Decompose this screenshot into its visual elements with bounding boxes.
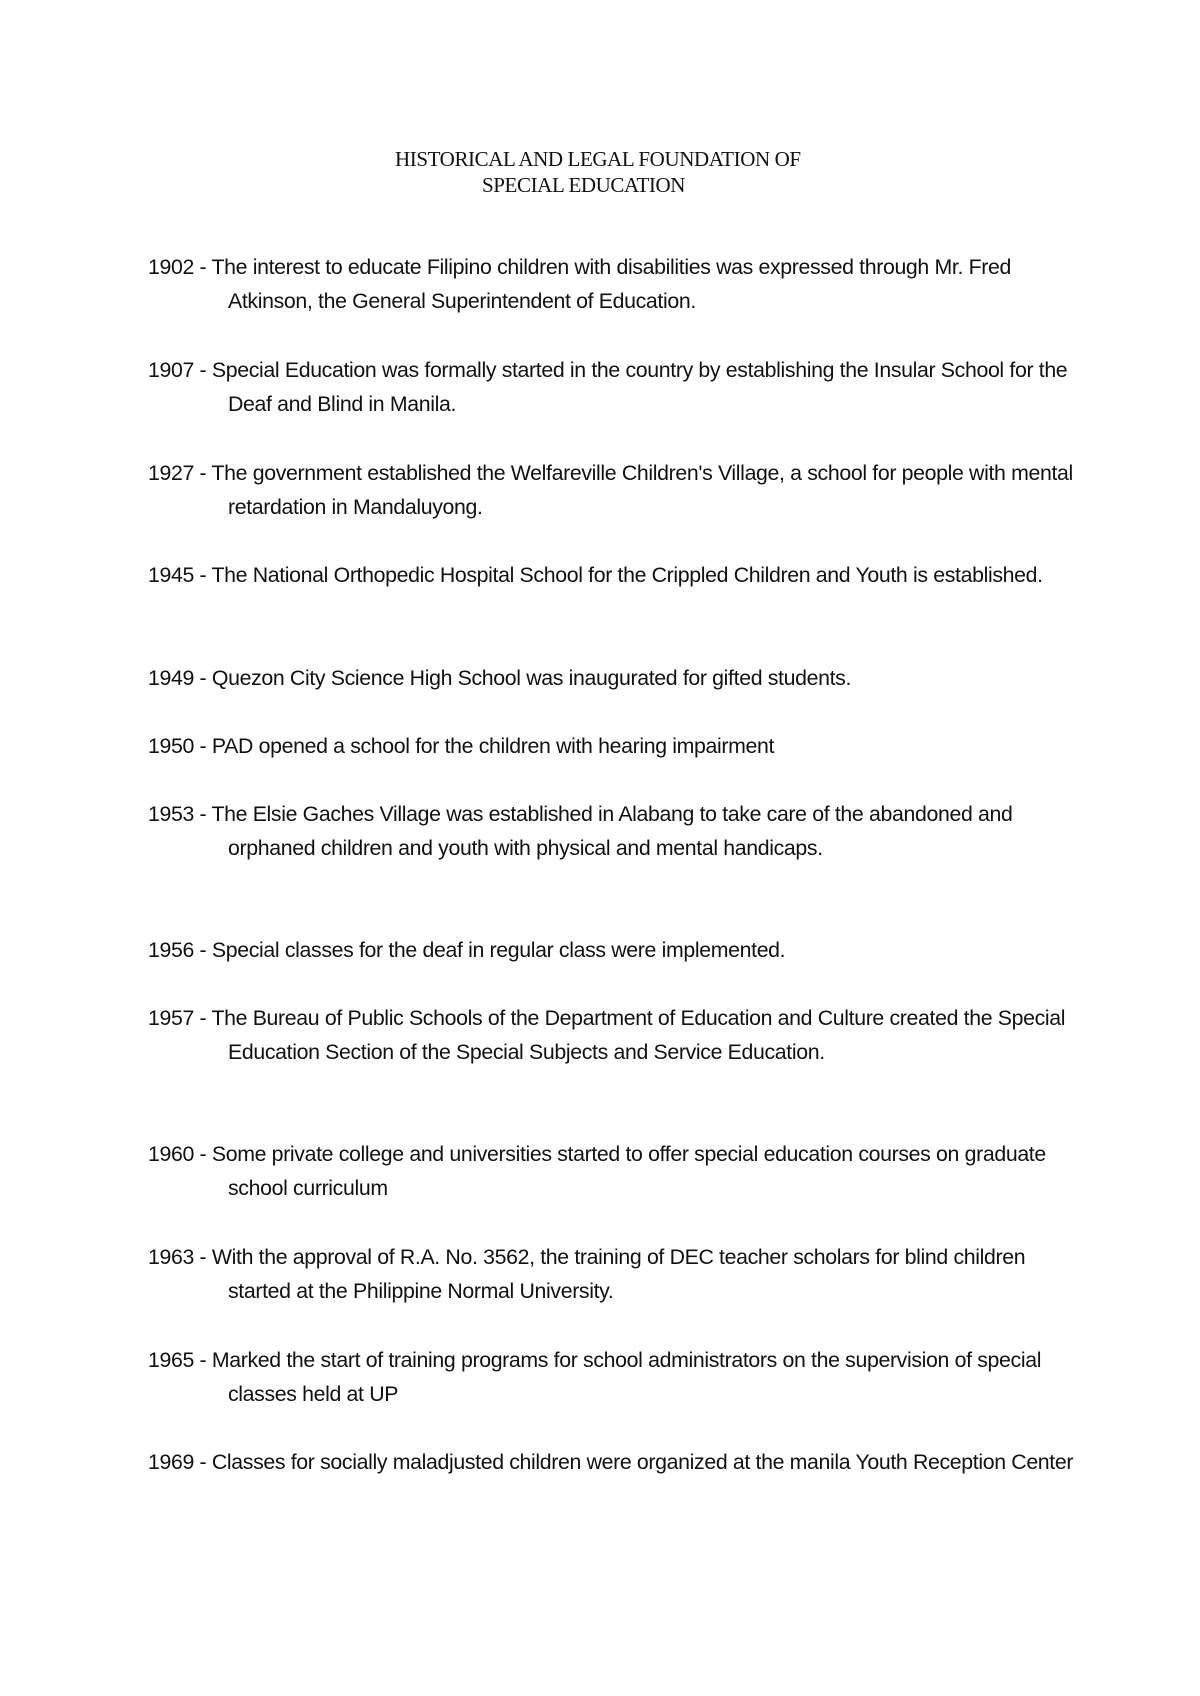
- timeline-entry-1963: [148, 1240, 1078, 1308]
- entry-text: PAD opened a school for the children with hearing impairment: [211, 734, 775, 758]
- entry-text: Special classes for the deaf in regular class were implemented.: [211, 938, 786, 962]
- entry-separator: -: [193, 1245, 212, 1269]
- entry-text: Some private college and universities started to offer special education courses on graduate school curriculum: [211, 1142, 1046, 1200]
- entry-year: 1927: [148, 461, 194, 485]
- entry-separator: -: [193, 1006, 212, 1030]
- entry-separator: -: [193, 734, 212, 758]
- entry-separator: -: [193, 938, 212, 962]
- entry-text: Special Education was formally started in the country by establishing the Insular School for the Deaf and Blind in Manila.: [211, 358, 1068, 416]
- entry-year: 1956: [148, 938, 194, 962]
- entry-year: 1907: [148, 358, 194, 382]
- entry-text: The Bureau of Public Schools of the Department of Education and Culture created the Special Education Section of the Special Subjects and Service Education.: [211, 1006, 1066, 1064]
- entry-year: 1969: [148, 1450, 194, 1474]
- entry-text: Marked the start of training programs for school administrators on the supervision of special classes held at UP: [211, 1348, 1042, 1406]
- entry-text: Classes for socially maladjusted children were organized at the manila Youth Reception Center: [211, 1450, 1074, 1474]
- entry-separator: -: [193, 1450, 212, 1474]
- entry-separator: -: [193, 563, 212, 587]
- timeline-entry-1945: [148, 558, 1078, 592]
- entry-text: The National Orthopedic Hospital School for the Crippled Children and Youth is established.: [211, 563, 1043, 587]
- entry-year: 1965: [148, 1348, 194, 1372]
- entry-year: 1950: [148, 734, 194, 758]
- timeline-entry-1960: [148, 1137, 1078, 1205]
- timeline-entry-1902: [148, 250, 1078, 318]
- entry-text: With the approval of R.A. No. 3562, the training of DEC teacher scholars for blind children started at the Philippine Normal University.: [211, 1245, 1026, 1303]
- entry-separator: -: [193, 1142, 212, 1166]
- timeline-entry-1969: [148, 1445, 1078, 1479]
- entry-separator: -: [193, 255, 212, 279]
- entry-text: Quezon City Science High School was inaugurated for gifted students.: [211, 666, 852, 690]
- entry-year: 1953: [148, 802, 194, 826]
- entry-separator: -: [193, 666, 212, 690]
- timeline-entry-1949: [148, 661, 1078, 695]
- timeline-entry-1957: [148, 1001, 1078, 1069]
- timeline-entry-1927: [148, 456, 1078, 524]
- title-line-1: HISTORICAL AND LEGAL FOUNDATION OF: [395, 147, 801, 171]
- entry-separator: -: [193, 358, 212, 382]
- timeline-entry-1956: [148, 933, 1078, 967]
- timeline-entry-1953: [148, 797, 1078, 865]
- entry-separator: -: [193, 461, 212, 485]
- entry-year: 1949: [148, 666, 194, 690]
- entry-year: 1957: [148, 1006, 194, 1030]
- timeline-entry-1965: [148, 1343, 1078, 1411]
- entry-text: The Elsie Gaches Village was established in Alabang to take care of the abandoned and orphaned children and youth with physical and mental handicaps.: [211, 802, 1013, 860]
- entry-text: The government established the Welfareville Children's Village, a school for people with mental retardation in Mandaluyong.: [211, 461, 1073, 519]
- entry-text: The interest to educate Filipino children with disabilities was expressed through Mr. Fred Atkinson, the General Superintendent of Education.: [211, 255, 1011, 313]
- entry-year: 1902: [148, 255, 194, 279]
- title-line-2: SPECIAL EDUCATION: [482, 173, 686, 197]
- entry-year: 1963: [148, 1245, 194, 1269]
- timeline-entry-1907: [148, 353, 1078, 421]
- entry-separator: -: [193, 802, 212, 826]
- entry-year: 1945: [148, 563, 194, 587]
- timeline-entry-1950: [148, 729, 1078, 763]
- entry-year: 1960: [148, 1142, 194, 1166]
- entry-separator: -: [193, 1348, 212, 1372]
